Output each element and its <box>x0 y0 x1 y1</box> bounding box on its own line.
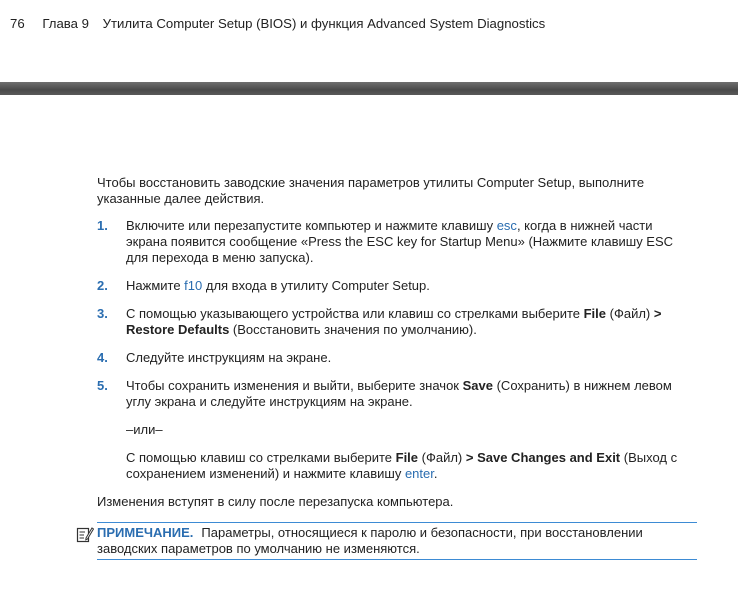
step-text: (Файл) <box>606 306 654 321</box>
chapter-label: Глава 9 <box>42 16 89 31</box>
step-number: 2. <box>97 278 108 293</box>
page-number: 76 <box>10 16 25 31</box>
step-text: (Выход с сохранением изменений) и нажмите клавишу <box>126 450 678 481</box>
step-4 <box>97 350 697 366</box>
page-header <box>10 16 545 31</box>
step-text: Включите или перезапустите компьютер и нажмите клавишу <box>126 218 497 233</box>
step-number: 1. <box>97 218 108 233</box>
intro-paragraph: Чтобы восстановить заводские значения параметров утилиты Computer Setup, выполните указанные далее действия. <box>97 175 645 206</box>
step-text: (Файл) <box>418 450 466 465</box>
or-separator: –или– <box>126 422 163 437</box>
key-esc: esc <box>496 218 517 233</box>
note-text: Параметры, относящиеся к паролю и безопасности, при восстановлении заводских параметров по умолчанию не изменяются. <box>97 525 643 556</box>
document-body <box>97 175 697 560</box>
step-text: (Сохранить) в нижнем левом углу экрана и следуйте инструкциям на экране. <box>126 378 672 409</box>
menu-file: File <box>395 450 419 465</box>
step-text: Чтобы сохранить изменения и выйти, выберите значок <box>126 378 463 393</box>
note-box <box>97 522 697 560</box>
key-f10: f10 <box>184 278 203 293</box>
step-number: 4. <box>97 350 108 365</box>
steps-list <box>97 218 697 410</box>
menu-restore-defaults: > Restore Defaults <box>126 306 662 337</box>
step-text: С помощью указывающего устройства или клавиш со стрелками выберите <box>126 306 584 321</box>
step-3 <box>97 306 697 338</box>
alternative-step <box>97 450 697 482</box>
step-text: Следуйте инструкциям на экране. <box>126 350 332 365</box>
save-label: Save <box>462 378 493 393</box>
step-1 <box>97 218 697 266</box>
step-text: , когда в нижней части экрана появится сообщение «Press the ESC key for Startup Menu» (Нажмите клавишу ESC для перехода в меню запуска). <box>126 218 674 265</box>
menu-file: File <box>583 306 607 321</box>
step-5 <box>97 378 697 410</box>
step-text: (Восстановить значения по умолчанию). <box>229 322 477 337</box>
menu-save-changes-exit: > Save Changes and Exit <box>465 450 621 465</box>
note-label: ПРИМЕЧАНИЕ. <box>97 525 194 540</box>
note-icon <box>76 525 94 543</box>
final-paragraph: Изменения вступят в силу после перезапуска компьютера. <box>97 494 454 509</box>
chapter-title: Утилита Computer Setup (BIOS) и функция Advanced System Diagnostics <box>102 16 546 31</box>
header-divider-bar <box>0 82 738 95</box>
step-text: Нажмите <box>126 278 185 293</box>
step-2 <box>97 278 697 294</box>
step-number: 3. <box>97 306 108 321</box>
key-enter: enter <box>404 466 434 481</box>
step-number: 5. <box>97 378 108 393</box>
step-text: С помощью клавиш со стрелками выберите <box>126 450 396 465</box>
step-text: . <box>433 466 438 481</box>
step-text: для входа в утилиту Computer Setup. <box>202 278 430 293</box>
